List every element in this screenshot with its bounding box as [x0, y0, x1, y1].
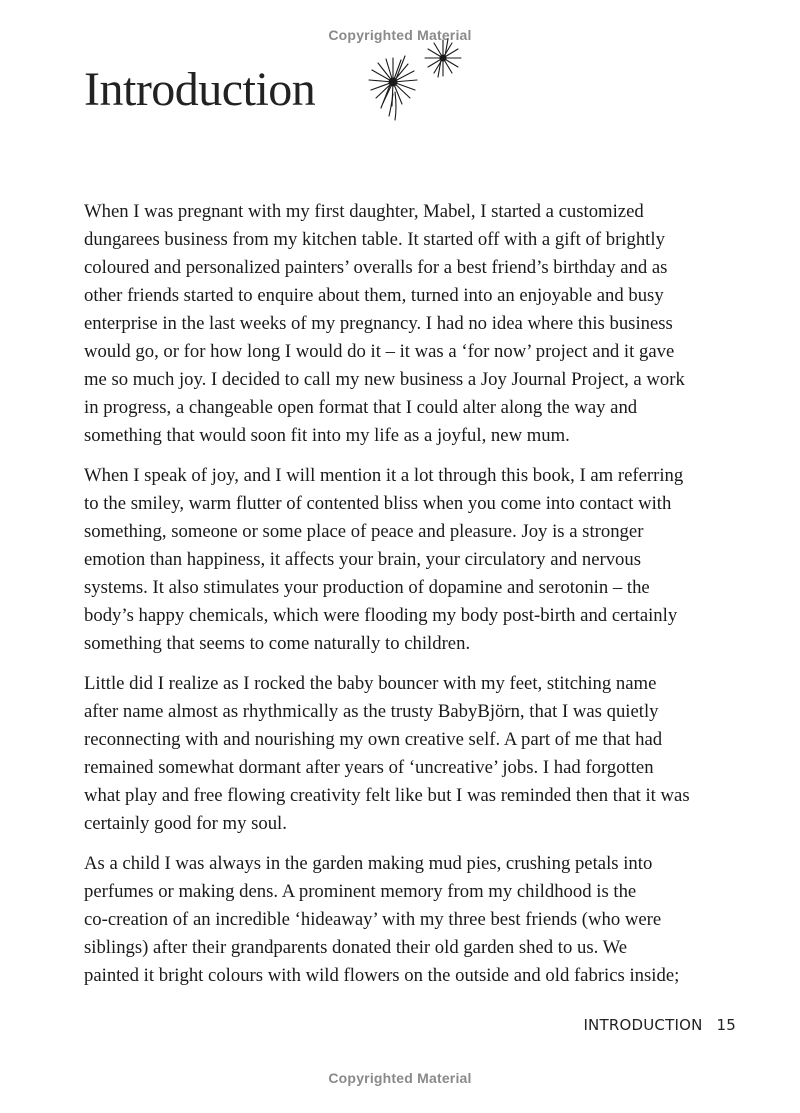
text-line: siblings) after their grandparents donated their old garden shed to us. We: [84, 937, 628, 958]
text-line: When I was pregnant with my first daughter, Mabel, I started a customized: [84, 201, 644, 222]
copyright-watermark-bottom: Copyrighted Material: [328, 1070, 472, 1086]
body-text: [84, 198, 744, 1002]
text-line: remained somewhat dormant after years of ‘uncreative’ jobs. I had forgotten: [84, 757, 654, 778]
text-line: coloured and personalized painters’ overalls for a best friend’s birthday and as: [84, 257, 668, 278]
text-line: co-creation of an incredible ‘hideaway’ with my three best friends (who were: [84, 909, 662, 930]
text-line: body’s happy chemicals, which were flooding my body post-birth and certainly: [84, 605, 678, 626]
text-line: something that seems to come naturally to children.: [84, 633, 471, 654]
text-line: painted it bright colours with wild flowers on the outside and old fabrics inside;: [84, 965, 680, 986]
text-line: certainly good for my soul.: [84, 813, 287, 834]
running-footer: [583, 1016, 736, 1034]
paragraph: [84, 850, 744, 990]
flower-large: [369, 56, 417, 120]
text-line: after name almost as rhythmically as the trusty BabyBjörn, that I was quietly: [84, 701, 659, 722]
running-head: INTRODUCTION: [583, 1016, 703, 1034]
paragraph: [84, 462, 744, 658]
text-line: When I speak of joy, and I will mention it a lot through this book, I am referring: [84, 465, 684, 486]
text-line: me so much joy. I decided to call my new business a Joy Journal Project, a work: [84, 369, 685, 390]
text-line: something, someone or some place of peace and pleasure. Joy is a stronger: [84, 521, 644, 542]
text-line: something that would soon fit into my life as a joyful, new mum.: [84, 425, 570, 446]
paragraph: [84, 670, 744, 838]
text-line: Little did I realize as I rocked the baby bouncer with my feet, stitching name: [84, 673, 657, 694]
text-line: systems. It also stimulates your production of dopamine and serotonin – the: [84, 577, 650, 598]
text-line: to the smiley, warm flutter of contented bliss when you come into contact with: [84, 493, 672, 514]
text-line: perfumes or making dens. A prominent memory from my childhood is the: [84, 881, 637, 902]
text-line: dungarees business from my kitchen table. It started off with a gift of brightly: [84, 229, 665, 250]
text-line: other friends started to enquire about them, turned into an enjoyable and busy: [84, 285, 664, 306]
chapter-title: Introduction: [84, 63, 316, 116]
text-line: reconnecting with and nourishing my own creative self. A part of me that had: [84, 729, 663, 750]
text-line: would go, or for how long I would do it – it was a ‘for now’ project and it gave: [84, 341, 675, 362]
text-line: As a child I was always in the garden making mud pies, crushing petals into: [84, 853, 653, 874]
text-line: in progress, a changeable open format that I could alter along the way and: [84, 397, 638, 418]
text-line: enterprise in the last weeks of my pregnancy. I had no idea where this business: [84, 313, 673, 334]
text-line: what play and free flowing creativity felt like but I was reminded then that it was: [84, 785, 690, 806]
page-number: 15: [716, 1016, 736, 1034]
copyright-watermark-top: Copyrighted Material: [328, 27, 472, 43]
paragraph: [84, 198, 744, 450]
flower-illustration: [355, 32, 475, 132]
flower-small: [425, 39, 461, 77]
text-line: emotion than happiness, it affects your brain, your circulatory and nervous: [84, 549, 642, 570]
